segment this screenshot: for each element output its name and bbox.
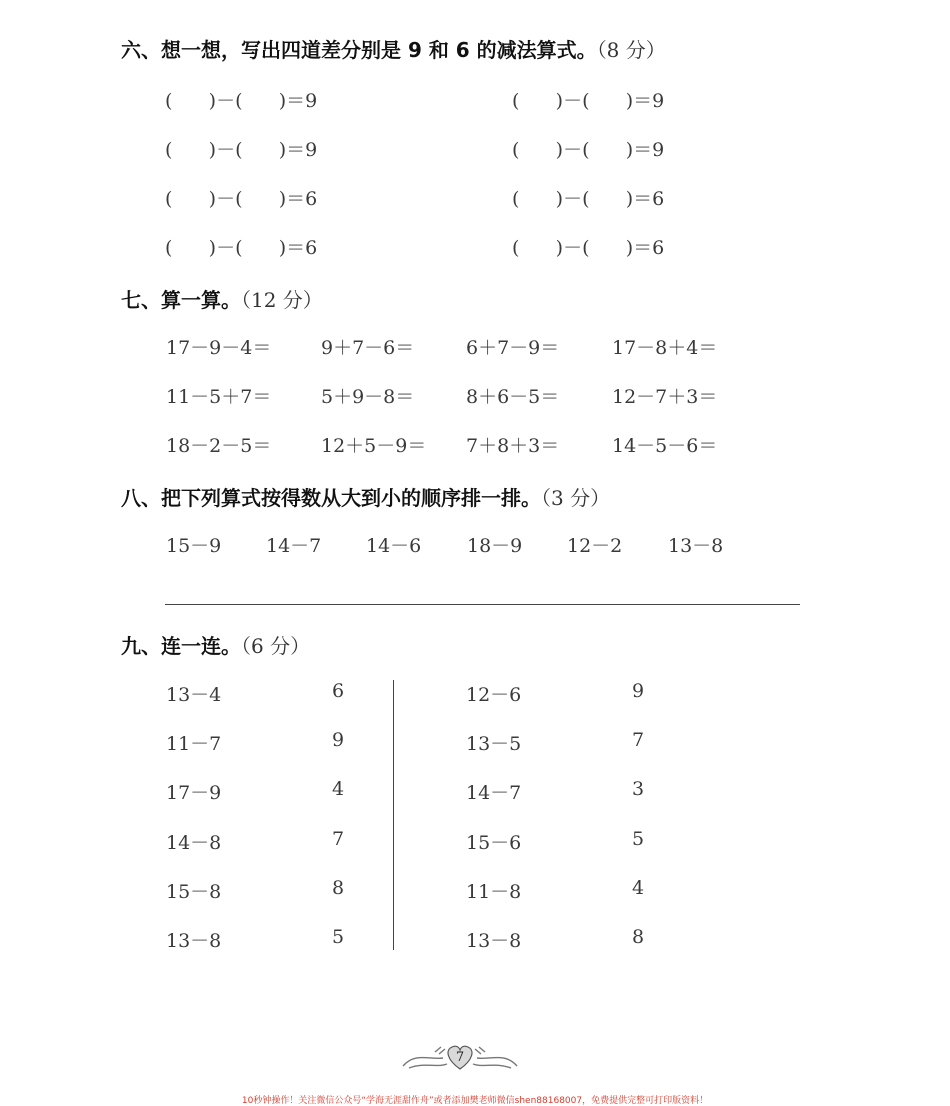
s9-left-expr: 13－8 — [166, 930, 222, 952]
s8-item: 15－9 — [166, 535, 222, 557]
section-9-heading — [121, 630, 310, 659]
s9-left-expr: 11－7 — [166, 733, 222, 755]
section-8-title: 八、把下列算式按得数从大到小的顺序排一排。 — [121, 486, 541, 510]
s6-row-4-left: ( )－( )＝6 — [165, 237, 318, 259]
s7-expr: 7＋8＋3＝ — [466, 435, 560, 457]
s6-row-4-right: ( )－( )＝6 — [512, 237, 665, 259]
section-9-points: （6 分） — [241, 634, 311, 658]
s9-right-expr: 14－7 — [466, 782, 522, 804]
s9-left-answer: 5 — [332, 926, 345, 948]
s7-expr: 11－5＋7＝ — [166, 386, 272, 408]
section-7-title: 七、算一算。 — [121, 288, 241, 312]
s7-expr: 14－5－6＝ — [612, 435, 718, 457]
s9-left-answer: 7 — [332, 828, 345, 850]
s8-item: 18－9 — [467, 535, 523, 557]
s9-left-answer: 6 — [332, 680, 345, 702]
s7-expr: 12－7＋3＝ — [612, 386, 718, 408]
page-number-ornament — [395, 1038, 525, 1074]
s8-item: 12－2 — [567, 535, 623, 557]
section-7-heading — [121, 284, 323, 313]
s9-right-expr: 12－6 — [466, 684, 522, 706]
s6-row-3-left: ( )－( )＝6 — [165, 188, 318, 210]
s9-right-answer: 3 — [632, 778, 645, 800]
s9-right-answer: 5 — [632, 828, 645, 850]
s8-item: 14－7 — [266, 535, 322, 557]
s9-right-answer: 4 — [632, 877, 645, 899]
s7-expr: 5＋9－8＝ — [321, 386, 415, 408]
s7-expr: 18－2－5＝ — [166, 435, 272, 457]
s9-right-answer: 8 — [632, 926, 645, 948]
s7-expr: 8＋6－5＝ — [466, 386, 560, 408]
section-6-points: （8 分） — [596, 38, 666, 62]
s7-expr: 17－8＋4＝ — [612, 337, 718, 359]
page-number: 7 — [455, 1050, 465, 1065]
s9-left-expr: 15－8 — [166, 881, 222, 903]
s6-row-3-right: ( )－( )＝6 — [512, 188, 665, 210]
answer-line[interactable] — [165, 604, 800, 605]
s7-expr: 9＋7－6＝ — [321, 337, 415, 359]
group-divider — [393, 680, 394, 950]
section-9-title: 九、连一连。 — [121, 634, 241, 658]
s9-left-answer: 8 — [332, 877, 345, 899]
s9-right-expr: 13－8 — [466, 930, 522, 952]
s6-row-2-left: ( )－( )＝9 — [165, 139, 318, 161]
footer-note: 10秒钟操作！关注微信公众号“学海无涯甜作舟”或者添加樊老师微信shen88168007，免费提供完整可打印版资料！ — [241, 1096, 709, 1106]
section-8-heading — [121, 482, 610, 511]
section-6-title: 六、想一想，写出四道差分别是 9 和 6 的减法算式。 — [121, 38, 597, 62]
s9-right-expr: 13－5 — [466, 733, 522, 755]
s9-right-expr: 11－8 — [466, 881, 522, 903]
s6-row-2-right: ( )－( )＝9 — [512, 139, 665, 161]
s7-expr: 17－9－4＝ — [166, 337, 272, 359]
s9-left-expr: 17－9 — [166, 782, 222, 804]
s9-left-answer: 4 — [332, 778, 345, 800]
s9-left-expr: 13－4 — [166, 684, 222, 706]
s9-left-answer: 9 — [332, 729, 345, 751]
s7-expr: 12＋5－9＝ — [321, 435, 427, 457]
s9-right-answer: 9 — [632, 680, 645, 702]
s9-right-answer: 7 — [632, 729, 645, 751]
s8-item: 13－8 — [668, 535, 724, 557]
s8-item: 14－6 — [366, 535, 422, 557]
s9-right-expr: 15－6 — [466, 832, 522, 854]
s6-row-1-right: ( )－( )＝9 — [512, 90, 665, 112]
s7-expr: 6＋7－9＝ — [466, 337, 560, 359]
section-6-heading — [121, 34, 666, 63]
s6-row-1-left: ( )－( )＝9 — [165, 90, 318, 112]
section-7-points: （12 分） — [241, 288, 323, 312]
s9-left-expr: 14－8 — [166, 832, 222, 854]
section-8-points: （3 分） — [541, 486, 611, 510]
